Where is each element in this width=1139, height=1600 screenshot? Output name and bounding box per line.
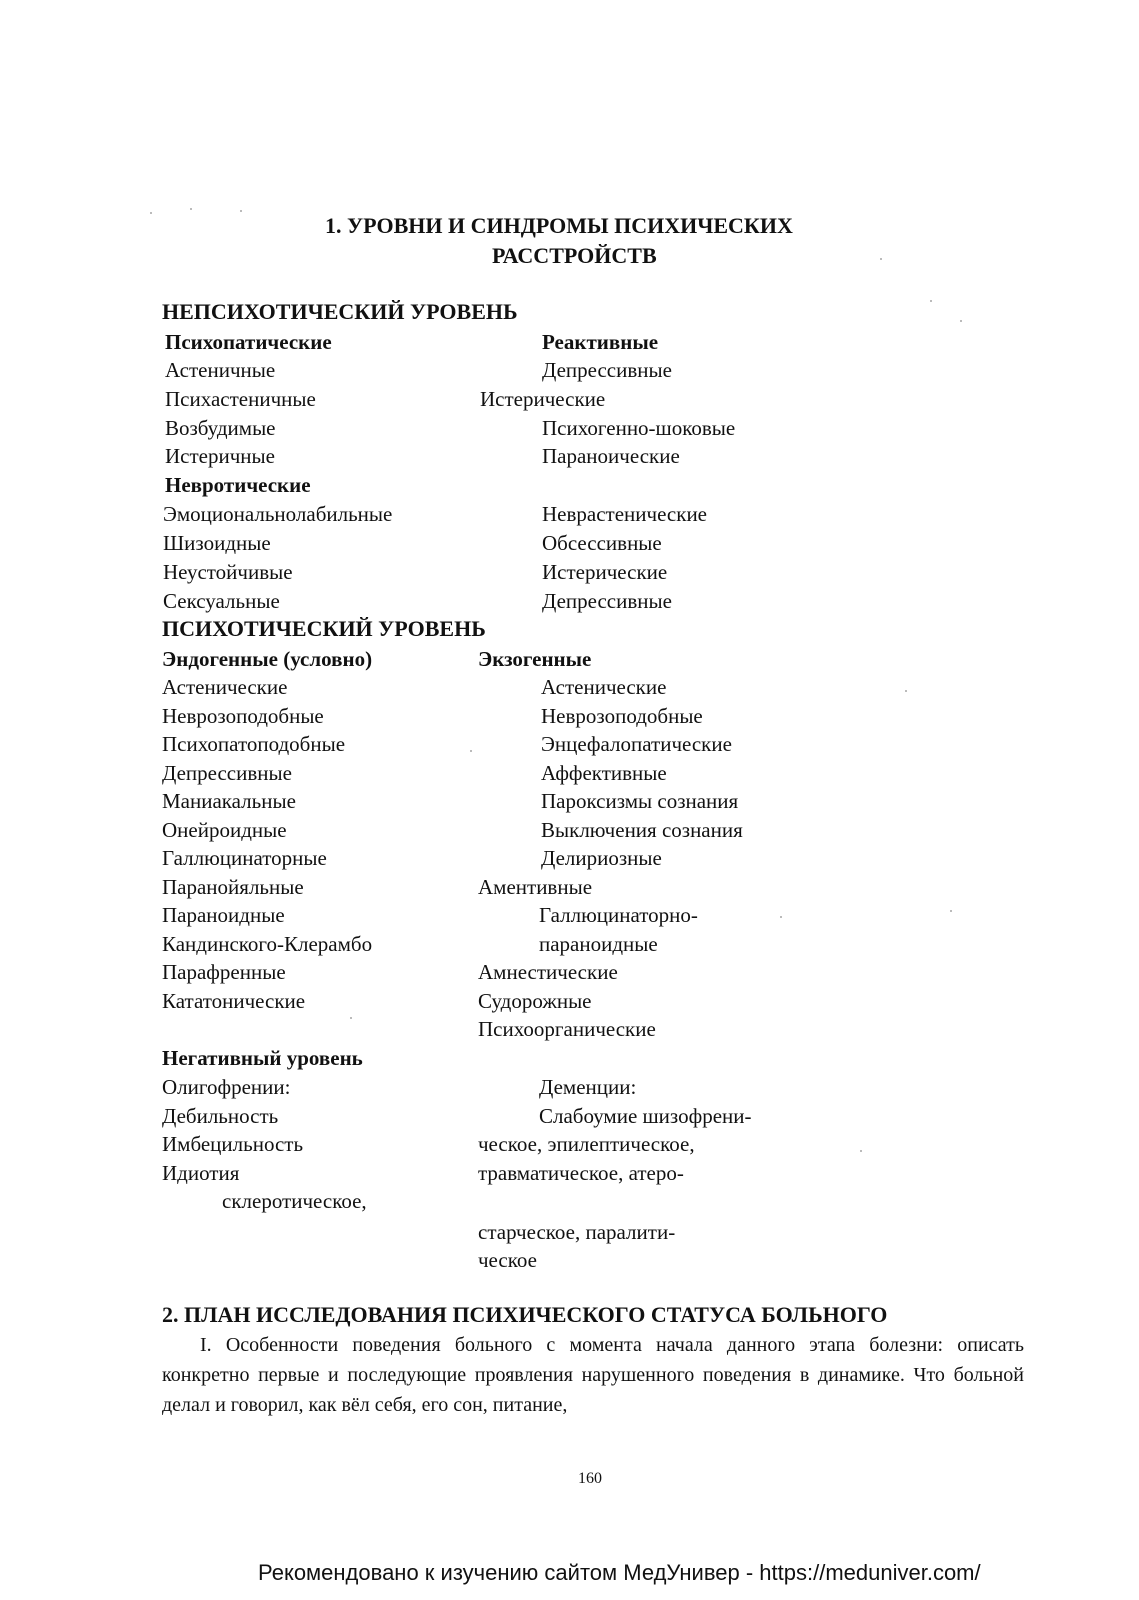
nonpsychotic-left-item: Сексуальные: [163, 589, 280, 613]
psychotic-left-item: Параноидные: [162, 903, 285, 927]
scan-speckle: [905, 690, 907, 692]
negative-left-item: Идиотия: [162, 1161, 240, 1185]
psychotic-right-item: Выключения сознания: [541, 818, 743, 842]
negative-heading: Негативный уровень: [162, 1046, 363, 1070]
nonpsychotic-left-item: Психастеничные: [165, 387, 316, 411]
psychotic-heading: ПСИХОТИЧЕСКИЙ УРОВЕНЬ: [162, 616, 486, 641]
nonpsychotic-left-item: Эмоциональнолабильные: [163, 502, 393, 526]
nonpsychotic-right-item: Психогенно-шоковые: [542, 416, 736, 440]
nonpsychotic-right-header: Реактивные: [542, 330, 659, 354]
psychotic-right-item: параноидные: [539, 932, 658, 956]
psychotic-right-header: Экзогенные: [478, 647, 592, 671]
negative-right-item: Деменции:: [539, 1075, 637, 1099]
nonpsychotic-right-item: Истерические: [542, 560, 668, 584]
nonpsychotic-left-header: Психопатические: [165, 330, 332, 354]
negative-left-item: Имбецильность: [162, 1132, 304, 1156]
psychotic-right-item: Судорожные: [478, 989, 592, 1013]
scan-speckle: [950, 910, 952, 912]
section2-paragraph: I. Особенности поведения больного с момента начала данного этапа болезни: описать конкретно первые и последующие проявления нарушенного поведения в динамике. Что больной делал и говорил, как вёл себя, его сон, питание,: [162, 1334, 1024, 1416]
scan-speckle: [350, 1017, 352, 1019]
negative-right-item: травматическое, атеро-: [478, 1161, 684, 1185]
psychotic-right-item: Психоорганические: [478, 1017, 656, 1041]
nonpsychotic-right-item: Депрессивные: [542, 589, 672, 613]
negative-right-item: Слабоумие шизофрени-: [539, 1104, 752, 1128]
negative-left-item: Олигофрении:: [162, 1075, 291, 1099]
scan-speckle: [880, 258, 882, 260]
scan-speckle: [150, 212, 152, 214]
negative-right-extra: ческое: [478, 1248, 537, 1272]
negative-left-item: Дебильность: [162, 1104, 279, 1128]
nonpsychotic-right-item: Параноические: [542, 444, 680, 468]
nonpsychotic-left-item: Истеричные: [165, 444, 275, 468]
psychotic-left-item: Астенические: [162, 675, 288, 699]
nonpsychotic-right-item: Депрессивные: [542, 358, 672, 382]
psychotic-right-item: Делириозные: [541, 846, 662, 870]
nonpsychotic-right-item: Обсессивные: [542, 531, 662, 555]
scan-speckle: [190, 208, 192, 210]
page-number: 160: [578, 1470, 602, 1487]
psychotic-left-item: Неврозоподобные: [162, 704, 324, 728]
psychotic-left-item: Психопатоподобные: [162, 732, 346, 756]
psychotic-left-header: Эндогенные (условно): [162, 647, 373, 671]
nonpsychotic-right-item: Неврастенические: [542, 502, 708, 526]
nonpsychotic-left-item: Астеничные: [165, 358, 276, 382]
psychotic-right-item: Энцефалопатические: [541, 732, 732, 756]
scan-speckle: [470, 750, 472, 752]
footer-recommendation: Рекомендовано к изучению сайтом МедУнивер - https://meduniver.com/: [258, 1560, 981, 1585]
psychotic-right-item: Пароксизмы сознания: [541, 789, 739, 813]
nonpsychotic-left-item: Шизоидные: [163, 531, 271, 555]
scan-speckle: [930, 300, 932, 302]
psychotic-left-item: Галлюцинаторные: [162, 846, 327, 870]
nonpsychotic-right-item: Истерические: [480, 387, 606, 411]
nonpsychotic-left-item: Возбудимые: [165, 416, 276, 440]
psychotic-right-item: Галлюцинаторно-: [539, 903, 698, 927]
title-line-2: РАССТРОЙСТВ: [492, 243, 657, 268]
psychotic-right-item: Астенические: [541, 675, 667, 699]
scan-speckle: [960, 320, 962, 322]
title-line-1: 1. УРОВНИ И СИНДРОМЫ ПСИХИЧЕСКИХ: [325, 213, 793, 238]
negative-left-extra: склеротическое,: [222, 1189, 367, 1213]
section2-heading: 2. ПЛАН ИССЛЕДОВАНИЯ ПСИХИЧЕСКОГО СТАТУСА БОЛЬНОГО: [162, 1302, 888, 1327]
psychotic-left-item: Маниакальные: [162, 789, 296, 813]
negative-right-extra: старческое, паралити-: [478, 1220, 676, 1244]
psychotic-right-item: Амнестические: [478, 960, 618, 984]
psychotic-right-item: Аффективные: [541, 761, 667, 785]
psychotic-left-item: Парафренные: [162, 960, 286, 984]
psychotic-left-item: Онейроидные: [162, 818, 287, 842]
negative-right-item: ческое, эпилептическое,: [478, 1132, 695, 1156]
nonpsychotic-left-subheader: Невротические: [165, 473, 311, 497]
psychotic-left-item: Кататонические: [162, 989, 306, 1013]
psychotic-right-item: Неврозоподобные: [541, 704, 703, 728]
psychotic-left-item: Депрессивные: [162, 761, 292, 785]
scan-speckle: [860, 1150, 862, 1152]
nonpsychotic-heading: НЕПСИХОТИЧЕСКИЙ УРОВЕНЬ: [162, 299, 518, 324]
nonpsychotic-left-item: Неустойчивые: [163, 560, 293, 584]
scan-speckle: [780, 916, 782, 918]
scan-speckle: [240, 210, 242, 212]
psychotic-right-item: Аментивные: [478, 875, 593, 899]
psychotic-left-item: Кандинского-Клерамбо: [162, 932, 373, 956]
psychotic-left-item: Паранойяльные: [162, 875, 304, 899]
